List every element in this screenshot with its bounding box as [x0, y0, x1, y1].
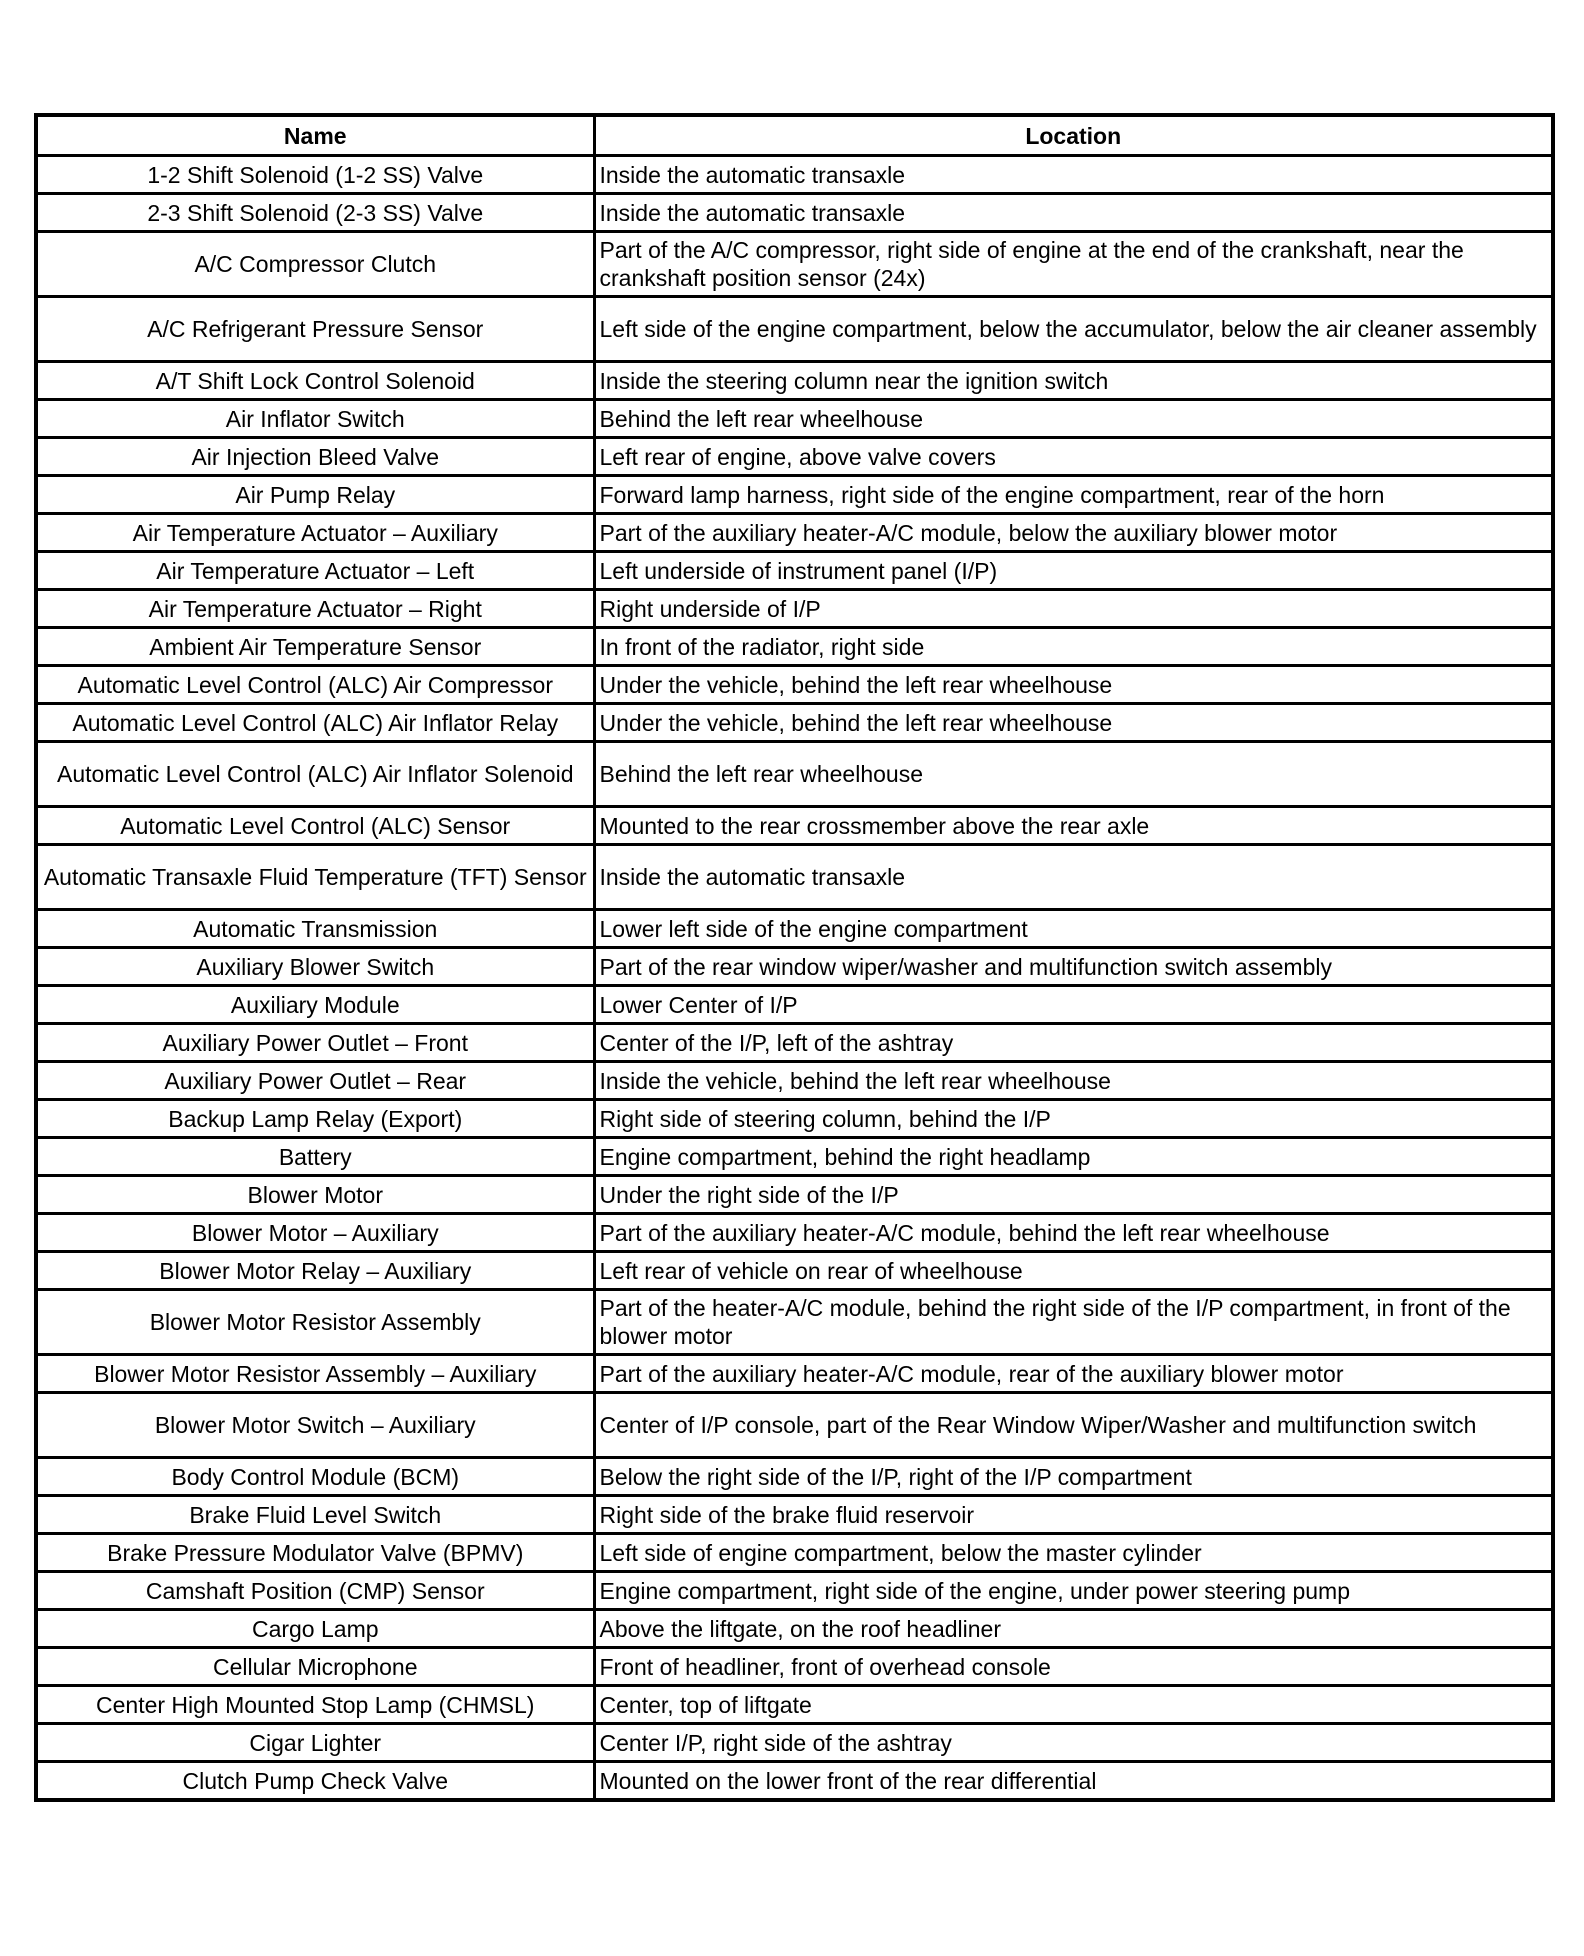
component-location-cell: Left underside of instrument panel (I/P)	[594, 552, 1553, 590]
table-row	[36, 476, 1553, 514]
component-location-cell: Mounted on the lower front of the rear differential	[594, 1762, 1553, 1801]
component-name-cell: Air Inflator Switch	[36, 400, 594, 438]
table-row	[36, 1252, 1553, 1290]
component-location-cell: Inside the automatic transaxle	[594, 194, 1553, 232]
table-row	[36, 1686, 1553, 1724]
table-row	[36, 362, 1553, 400]
component-location-cell: Inside the automatic transaxle	[594, 845, 1553, 910]
component-location-cell: Center I/P, right side of the ashtray	[594, 1724, 1553, 1762]
table-row	[36, 807, 1553, 845]
header-row	[36, 115, 1553, 156]
component-name-cell: Air Temperature Actuator – Auxiliary	[36, 514, 594, 552]
component-location-cell: Part of the auxiliary heater-A/C module, below the auxiliary blower motor	[594, 514, 1553, 552]
component-name-cell: Automatic Transmission	[36, 910, 594, 948]
component-name-cell: Ambient Air Temperature Sensor	[36, 628, 594, 666]
table-row	[36, 1214, 1553, 1252]
table-row	[36, 1024, 1553, 1062]
component-name-cell: Air Injection Bleed Valve	[36, 438, 594, 476]
table-row	[36, 1138, 1553, 1176]
component-name-cell: Body Control Module (BCM)	[36, 1458, 594, 1496]
table-row	[36, 948, 1553, 986]
component-location-cell: Right underside of I/P	[594, 590, 1553, 628]
component-location-cell: Part of the auxiliary heater-A/C module, rear of the auxiliary blower motor	[594, 1355, 1553, 1393]
component-name-cell: Air Pump Relay	[36, 476, 594, 514]
component-name-cell: A/C Refrigerant Pressure Sensor	[36, 297, 594, 362]
component-location-cell: Center of I/P console, part of the Rear Window Wiper/Washer and multifunction switch	[594, 1393, 1553, 1458]
component-location-cell: Under the right side of the I/P	[594, 1176, 1553, 1214]
table-row	[36, 194, 1553, 232]
component-location-cell: Center of the I/P, left of the ashtray	[594, 1024, 1553, 1062]
component-name-cell: Backup Lamp Relay (Export)	[36, 1100, 594, 1138]
component-name-cell: Brake Pressure Modulator Valve (BPMV)	[36, 1534, 594, 1572]
component-name-cell: A/C Compressor Clutch	[36, 232, 594, 297]
component-location-cell: In front of the radiator, right side	[594, 628, 1553, 666]
component-name-cell: Automatic Level Control (ALC) Air Compressor	[36, 666, 594, 704]
table-row	[36, 232, 1553, 297]
component-location-cell: Engine compartment, right side of the engine, under power steering pump	[594, 1572, 1553, 1610]
table-row	[36, 1393, 1553, 1458]
component-name-cell: Auxiliary Blower Switch	[36, 948, 594, 986]
component-location-cell: Part of the A/C compressor, right side of engine at the end of the crankshaft, near the crankshaft position sensor (24x)	[594, 232, 1553, 297]
component-location-cell: Right side of steering column, behind the I/P	[594, 1100, 1553, 1138]
table-row	[36, 1496, 1553, 1534]
component-name-cell: Cargo Lamp	[36, 1610, 594, 1648]
table-row	[36, 156, 1553, 194]
component-name-cell: Blower Motor Resistor Assembly – Auxiliary	[36, 1355, 594, 1393]
component-location-cell: Left side of the engine compartment, below the accumulator, below the air cleaner assembly	[594, 297, 1553, 362]
component-location-cell: Right side of the brake fluid reservoir	[594, 1496, 1553, 1534]
component-name-cell: Automatic Transaxle Fluid Temperature (TFT) Sensor	[36, 845, 594, 910]
table-row	[36, 400, 1553, 438]
table-row	[36, 1610, 1553, 1648]
table-row	[36, 438, 1553, 476]
table-row	[36, 514, 1553, 552]
table-row	[36, 1355, 1553, 1393]
component-name-cell: Automatic Level Control (ALC) Sensor	[36, 807, 594, 845]
component-location-cell: Left rear of engine, above valve covers	[594, 438, 1553, 476]
table-row	[36, 742, 1553, 807]
component-location-cell: Inside the steering column near the ignition switch	[594, 362, 1553, 400]
component-location-cell: Behind the left rear wheelhouse	[594, 400, 1553, 438]
component-name-cell: Blower Motor Resistor Assembly	[36, 1290, 594, 1355]
component-location-cell: Part of the auxiliary heater-A/C module, behind the left rear wheelhouse	[594, 1214, 1553, 1252]
component-name-cell: Air Temperature Actuator – Right	[36, 590, 594, 628]
table-row	[36, 986, 1553, 1024]
component-location-cell: Inside the vehicle, behind the left rear wheelhouse	[594, 1062, 1553, 1100]
table-row	[36, 1176, 1553, 1214]
component-name-cell: A/T Shift Lock Control Solenoid	[36, 362, 594, 400]
component-name-cell: 2-3 Shift Solenoid (2-3 SS) Valve	[36, 194, 594, 232]
component-name-cell: Air Temperature Actuator – Left	[36, 552, 594, 590]
table-row	[36, 1648, 1553, 1686]
component-name-cell: Cigar Lighter	[36, 1724, 594, 1762]
component-location-cell: Mounted to the rear crossmember above the rear axle	[594, 807, 1553, 845]
component-name-cell: 1-2 Shift Solenoid (1-2 SS) Valve	[36, 156, 594, 194]
table-row	[36, 910, 1553, 948]
component-location-cell: Inside the automatic transaxle	[594, 156, 1553, 194]
table-row	[36, 1572, 1553, 1610]
table-row	[36, 1062, 1553, 1100]
component-name-cell: Brake Fluid Level Switch	[36, 1496, 594, 1534]
table-row	[36, 1458, 1553, 1496]
component-location-cell: Left rear of vehicle on rear of wheelhouse	[594, 1252, 1553, 1290]
component-name-cell: Cellular Microphone	[36, 1648, 594, 1686]
component-location-cell: Under the vehicle, behind the left rear wheelhouse	[594, 704, 1553, 742]
component-name-cell: Battery	[36, 1138, 594, 1176]
table-row	[36, 590, 1553, 628]
component-location-cell: Part of the heater-A/C module, behind the right side of the I/P compartment, in front of the blower motor	[594, 1290, 1553, 1355]
component-name-cell: Auxiliary Power Outlet – Front	[36, 1024, 594, 1062]
table-row	[36, 1534, 1553, 1572]
component-name-cell: Blower Motor Switch – Auxiliary	[36, 1393, 594, 1458]
component-name-cell: Blower Motor – Auxiliary	[36, 1214, 594, 1252]
component-name-cell: Clutch Pump Check Valve	[36, 1762, 594, 1801]
table-row	[36, 1724, 1553, 1762]
component-location-cell: Lower Center of I/P	[594, 986, 1553, 1024]
table-row	[36, 1762, 1553, 1801]
component-name-cell: Auxiliary Power Outlet – Rear	[36, 1062, 594, 1100]
component-location-cell: Below the right side of the I/P, right of the I/P compartment	[594, 1458, 1553, 1496]
table-row	[36, 845, 1553, 910]
component-location-cell: Forward lamp harness, right side of the engine compartment, rear of the horn	[594, 476, 1553, 514]
component-location-cell: Left side of engine compartment, below the master cylinder	[594, 1534, 1553, 1572]
component-location-cell: Engine compartment, behind the right headlamp	[594, 1138, 1553, 1176]
component-location-cell: Lower left side of the engine compartment	[594, 910, 1553, 948]
table-row	[36, 297, 1553, 362]
table-row	[36, 1290, 1553, 1355]
component-location-cell: Center, top of liftgate	[594, 1686, 1553, 1724]
component-location-cell: Part of the rear window wiper/washer and multifunction switch assembly	[594, 948, 1553, 986]
table-row	[36, 628, 1553, 666]
table-row	[36, 1100, 1553, 1138]
table-row	[36, 704, 1553, 742]
component-location-cell: Front of headliner, front of overhead console	[594, 1648, 1553, 1686]
name-column-header: Name	[36, 115, 594, 156]
component-location-cell: Above the liftgate, on the roof headliner	[594, 1610, 1553, 1648]
component-name-cell: Center High Mounted Stop Lamp (CHMSL)	[36, 1686, 594, 1724]
component-location-cell: Under the vehicle, behind the left rear wheelhouse	[594, 666, 1553, 704]
component-name-cell: Blower Motor	[36, 1176, 594, 1214]
component-location-cell: Behind the left rear wheelhouse	[594, 742, 1553, 807]
component-name-cell: Auxiliary Module	[36, 986, 594, 1024]
table-row	[36, 666, 1553, 704]
component-name-cell: Automatic Level Control (ALC) Air Inflator Relay	[36, 704, 594, 742]
component-name-cell: Camshaft Position (CMP) Sensor	[36, 1572, 594, 1610]
component-location-table	[34, 113, 1555, 1802]
component-name-cell: Blower Motor Relay – Auxiliary	[36, 1252, 594, 1290]
table-body	[36, 156, 1553, 1801]
component-name-cell: Automatic Level Control (ALC) Air Inflator Solenoid	[36, 742, 594, 807]
table-row	[36, 552, 1553, 590]
location-column-header: Location	[594, 115, 1553, 156]
